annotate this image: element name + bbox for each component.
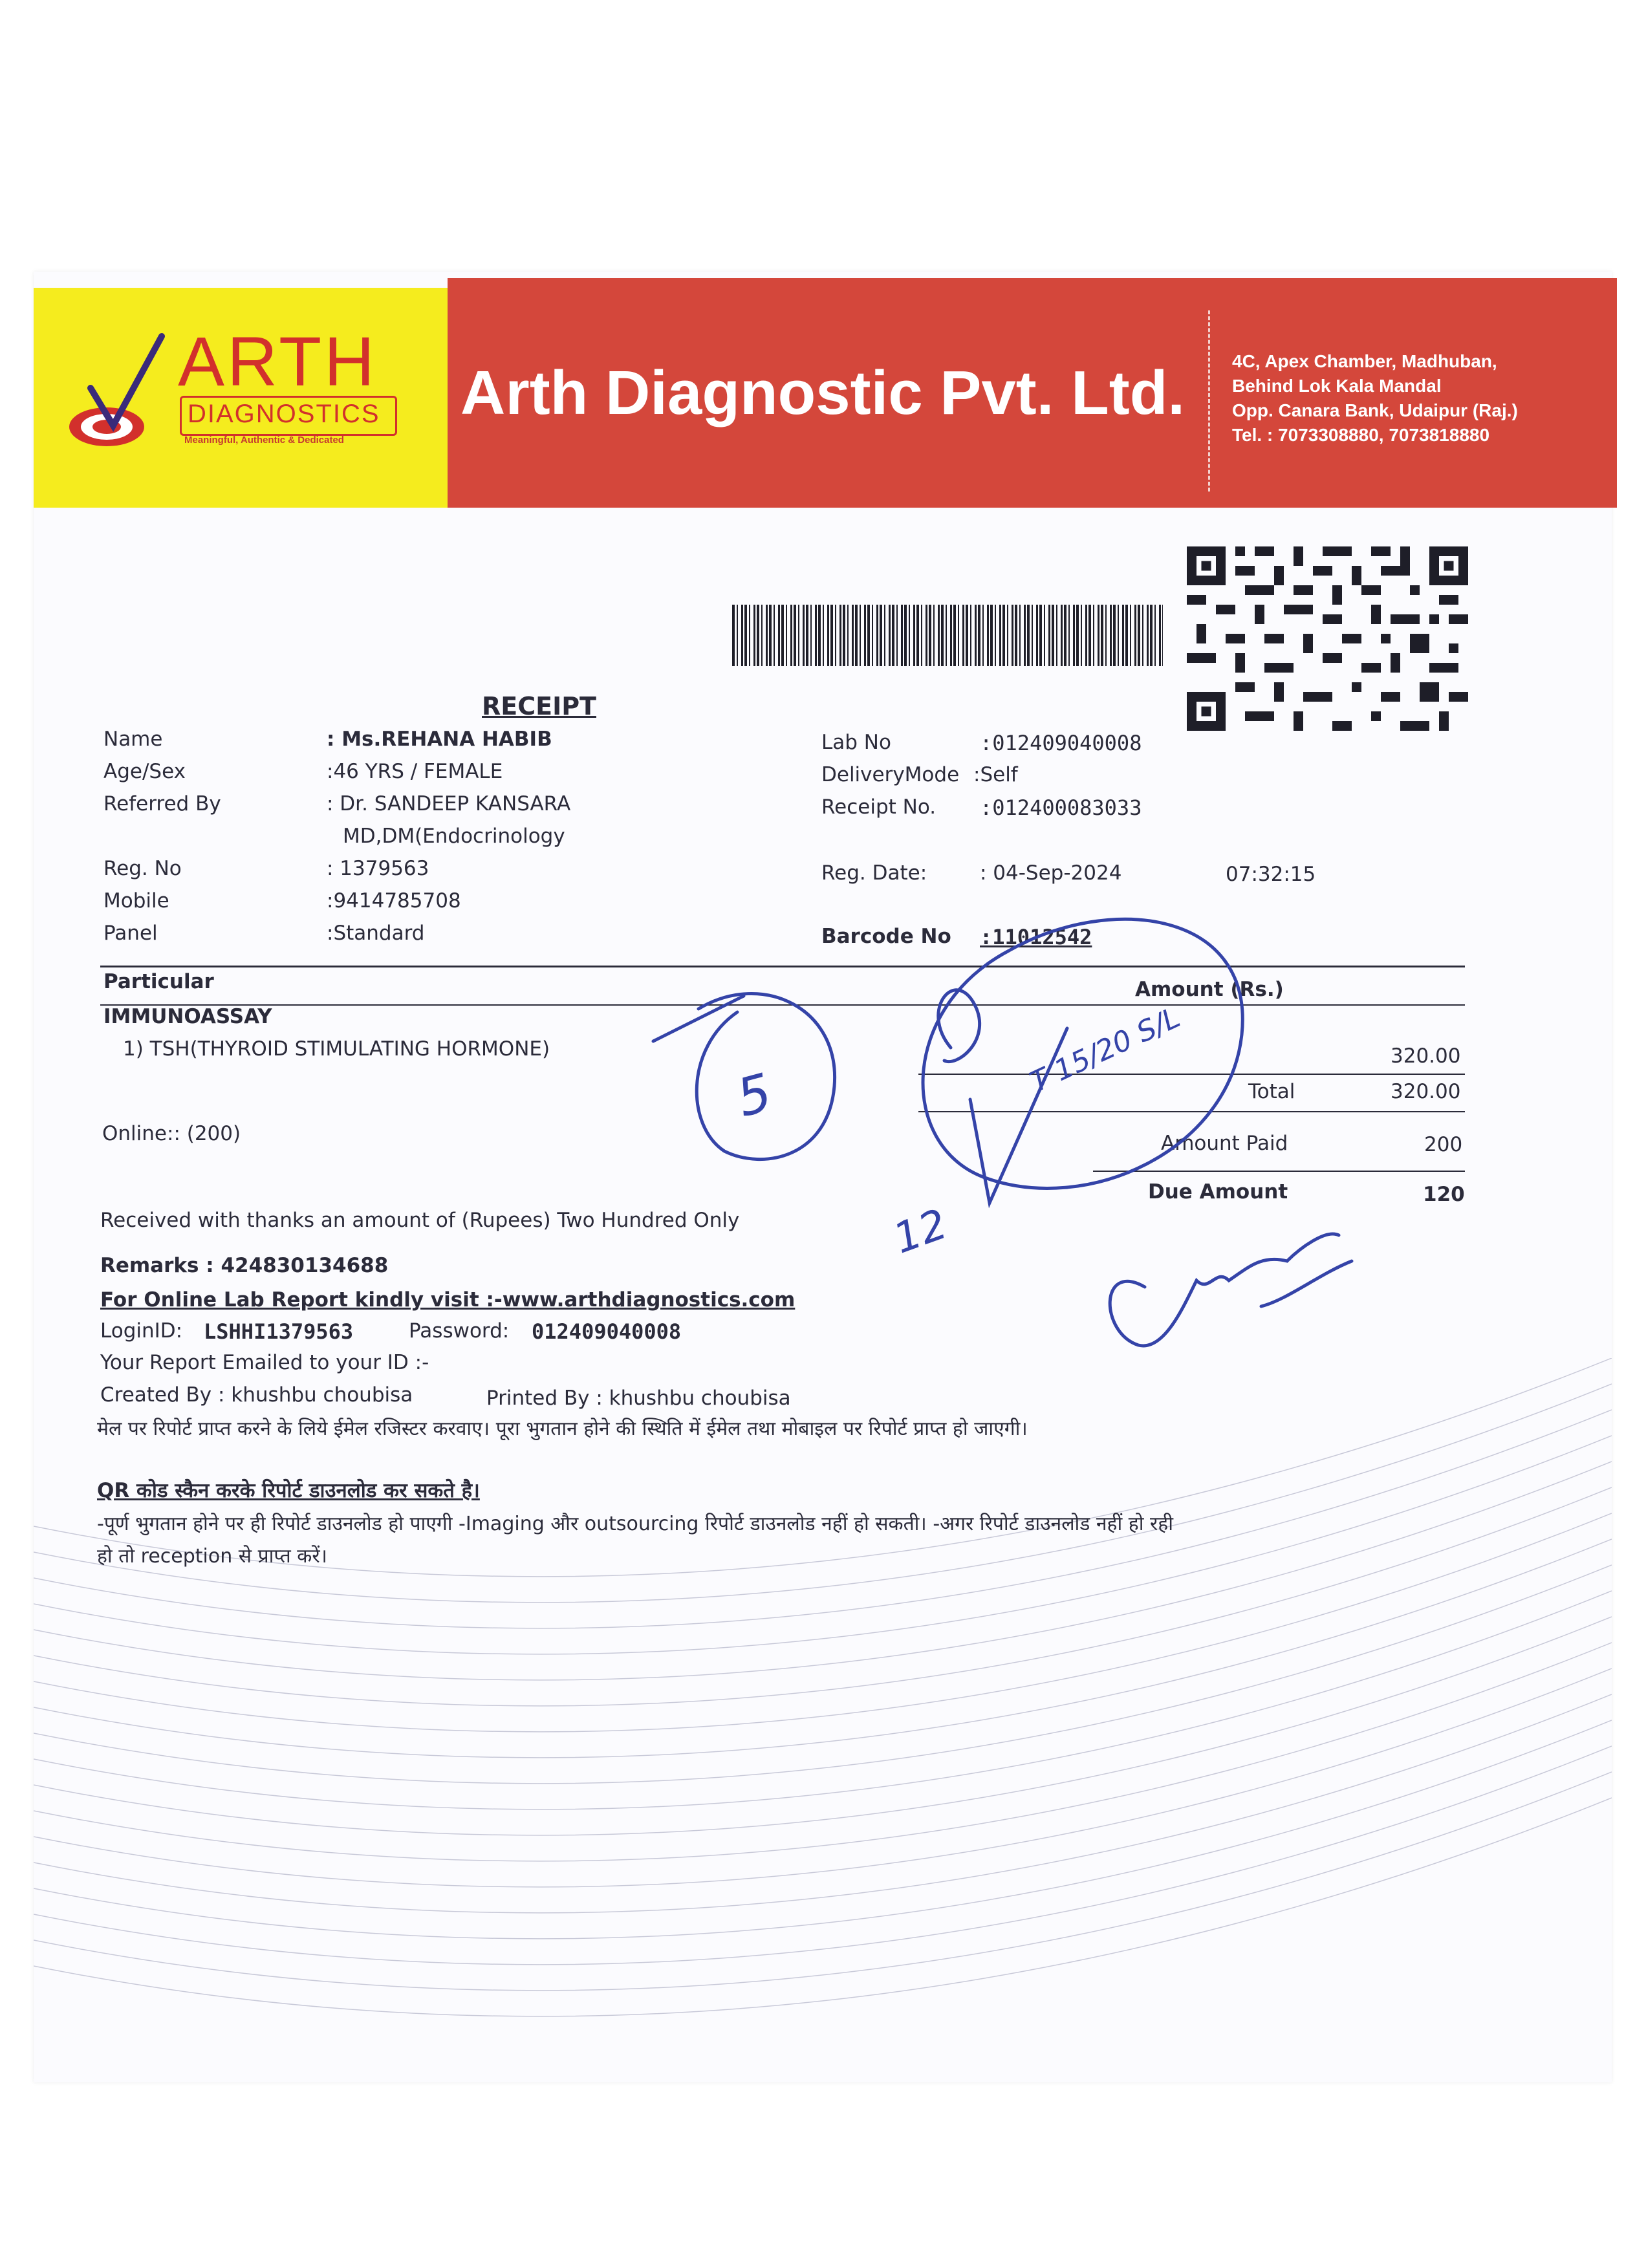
value-panel: :Standard bbox=[327, 922, 425, 945]
online-report-link[interactable]: For Online Lab Report kindly visit :-www.arthdiagnostics.com bbox=[100, 1288, 796, 1312]
value-lab-no: :012409040008 bbox=[980, 731, 1142, 755]
online-payment: Online:: (200) bbox=[102, 1122, 241, 1145]
label-referred-by: Referred By bbox=[103, 792, 221, 815]
label-panel: Panel bbox=[103, 922, 158, 945]
amount-paid-label: Amount Paid bbox=[1161, 1132, 1288, 1155]
ink-circle-number: 5 bbox=[730, 1062, 778, 1129]
created-by: Created By : khushbu choubisa bbox=[100, 1383, 413, 1407]
due-amount-value: 120 bbox=[1423, 1183, 1465, 1206]
label-delivery-mode: DeliveryMode bbox=[821, 763, 960, 786]
subtotal-rule bbox=[918, 1074, 1465, 1075]
logo-subtitle: DIAGNOSTICS bbox=[188, 400, 380, 428]
company-address bbox=[1232, 349, 1518, 448]
label-lab-no: Lab No bbox=[821, 731, 891, 754]
value-referred-by: : Dr. SANDEEP KANSARA bbox=[327, 792, 571, 815]
password-value: 012409040008 bbox=[532, 1319, 682, 1344]
value-name: : Ms.REHANA HABIB bbox=[327, 728, 552, 751]
amount-paid-value: 200 bbox=[1424, 1133, 1463, 1156]
barcode-image bbox=[732, 605, 1163, 666]
login-label: LoginID: bbox=[100, 1319, 183, 1343]
logo-tagline: Meaningful, Authentic & Dedicated bbox=[184, 435, 344, 446]
total-value: 320.00 bbox=[1391, 1080, 1461, 1103]
qr-download-heading: QR कोड स्कैन करके रिपोर्ट डाउनलोड कर सकते है। bbox=[97, 1479, 480, 1502]
login-value: LSHHI1379563 bbox=[204, 1319, 354, 1344]
total-label: Total bbox=[1248, 1080, 1295, 1103]
receipt-title: RECEIPT bbox=[482, 692, 596, 720]
total-rule bbox=[918, 1111, 1465, 1112]
hindi-reception-note: हो तो reception से प्राप्त करें। bbox=[97, 1545, 327, 1568]
emailed-text: Your Report Emailed to your ID :- bbox=[100, 1351, 429, 1374]
logo-word: ARTH bbox=[178, 322, 378, 400]
ink-circle-note: T 15/20 S/L bbox=[1025, 1000, 1186, 1099]
header-particular: Particular bbox=[103, 970, 214, 993]
received-text: Received with thanks an amount of (Rupees) Two Hundred Only bbox=[100, 1209, 740, 1232]
value-reg-time: 07:32:15 bbox=[1226, 863, 1316, 886]
password-label: Password: bbox=[409, 1319, 510, 1343]
label-name: Name bbox=[103, 728, 163, 751]
label-barcode-no: Barcode No bbox=[821, 925, 951, 948]
label-reg-date: Reg. Date: bbox=[821, 861, 927, 885]
address-line-2: Behind Lok Kala Mandal bbox=[1232, 376, 1442, 396]
label-age-sex: Age/Sex bbox=[103, 760, 186, 783]
printed-by: Printed By : khushbu choubisa bbox=[486, 1387, 791, 1410]
table-top-rule bbox=[100, 966, 1465, 967]
value-reg-no: : 1379563 bbox=[327, 857, 429, 880]
address-phone: Tel. : 7073308880, 7073818880 bbox=[1232, 425, 1490, 445]
header-amount: Amount (Rs.) bbox=[1135, 978, 1284, 1001]
remarks: Remarks : 424830134688 bbox=[100, 1254, 389, 1277]
value-receipt-no: :012400083033 bbox=[980, 795, 1142, 820]
due-rule bbox=[1093, 1171, 1465, 1172]
value-barcode-no: :11012542 bbox=[980, 925, 1092, 949]
value-delivery-mode: :Self bbox=[973, 763, 1018, 786]
ink-margin-number: 12 bbox=[887, 1200, 954, 1264]
header-divider bbox=[1208, 310, 1210, 491]
table-header-rule bbox=[100, 1004, 1465, 1006]
label-reg-no: Reg. No bbox=[103, 857, 182, 880]
due-amount-label: Due Amount bbox=[1148, 1180, 1288, 1204]
background-wave-lines bbox=[34, 1358, 1612, 2082]
hindi-download-note: -पूर्ण भुगतान होने पर ही रिपोर्ट डाउनलोड हो पाएगी -Imaging और outsourcing रिपोर्ट डाउनलोड नहीं हो सकती। -अगर रिपोर्ट डाउनलोड नहीं हो रही bbox=[97, 1513, 1173, 1535]
label-mobile: Mobile bbox=[103, 889, 169, 913]
label-receipt-no: Receipt No. bbox=[821, 795, 937, 819]
item-amount: 320.00 bbox=[1391, 1044, 1461, 1068]
value-referred-qualification: MD,DM(Endocrinology bbox=[343, 825, 565, 848]
qr-code-image bbox=[1187, 546, 1468, 731]
address-line-1: 4C, Apex Chamber, Madhuban, bbox=[1232, 351, 1497, 371]
address-line-3: Opp. Canara Bank, Udaipur (Raj.) bbox=[1232, 400, 1518, 420]
value-mobile: :9414785708 bbox=[327, 889, 461, 913]
value-reg-date: : 04-Sep-2024 bbox=[980, 861, 1122, 885]
hindi-email-note: मेल पर रिपोर्ट प्राप्त करने के लिये ईमेल रजिस्टर करवाए। पूरा भुगतान होने की स्थिति में ईमेल तथा मोबाइल पर रिपोर्ट प्राप्त हो जाएगी। bbox=[97, 1418, 1028, 1440]
item-name: 1) TSH(THYROID STIMULATING HORMONE) bbox=[123, 1037, 550, 1061]
value-age-sex: :46 YRS / FEMALE bbox=[327, 760, 503, 783]
company-name: Arth Diagnostic Pvt. Ltd. bbox=[460, 358, 1186, 427]
section-immunoassay: IMMUNOASSAY bbox=[103, 1005, 272, 1028]
target-logo-icon bbox=[65, 323, 181, 491]
